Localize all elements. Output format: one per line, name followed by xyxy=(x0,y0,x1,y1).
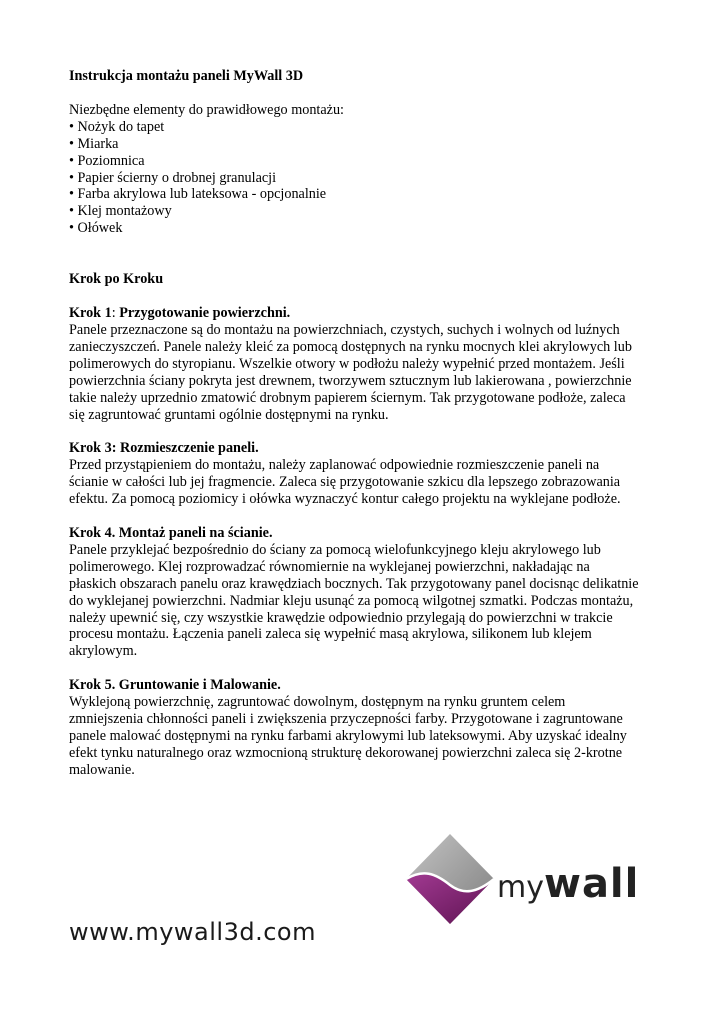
step1-separator: : xyxy=(111,305,120,322)
list-item: • Ołówek xyxy=(69,220,123,237)
logo-my: my xyxy=(497,870,544,905)
step5-text: Wyklejoną powierzchnię, zagruntować dowolnym, dostępnym na rynku gruntem celem zmniejszenia chłonności paneli i zwiększenia przyczepności farby. Przygotowane i zagruntowane panele malować dostępnymi na rynku farbami akrylowymi lub lateksowymi. Aby uzyskać idealny efekt tynku naturalnego oraz wzmocnioną strukturę dekorowanej powierzchni zaleca się 2-krotne malowanie. xyxy=(69,694,627,778)
list-item: • Nożyk do tapet xyxy=(69,118,165,135)
document-title: Instrukcja montażu paneli MyWall 3D xyxy=(69,68,304,84)
step5-heading: Krok 5. Gruntowanie i Malowanie. xyxy=(69,677,281,694)
step3-heading: Krok 3: Rozmieszczenie paneli. xyxy=(69,440,259,457)
requirements-list xyxy=(69,119,669,237)
instruction-text xyxy=(69,68,669,779)
website-url: www.mywall3d.com xyxy=(69,918,316,946)
mywall-logo xyxy=(405,833,645,925)
step1-heading xyxy=(69,305,669,322)
list-item: • Poziomnica xyxy=(69,152,145,169)
diamond-logo-icon xyxy=(405,833,495,925)
list-item: • Papier ścierny o drobnej granulacji xyxy=(69,169,277,186)
requirements-intro: Niezbędne elementy do prawidłowego montażu: xyxy=(69,101,344,118)
step1-title: Przygotowanie powierzchni. xyxy=(119,305,291,322)
logo-wall: wall xyxy=(543,861,640,907)
steps-heading: Krok po Kroku xyxy=(69,271,164,288)
step1-label: Krok 1 xyxy=(69,305,112,322)
step3-text: Przed przystąpieniem do montażu, należy zaplanować odpowiednie rozmieszczenie paneli na ścianie w całości lub jej fragmencie. Zaleca się przygotowanie szkicu dla lepszego zobrazowania efektu. Za pomocą poziomicy i ołówka wyznaczyć kontur całego projektu na wyklejane podłoże. xyxy=(69,457,621,508)
list-item: • Klej montażowy xyxy=(69,203,172,220)
step4-text: Panele przyklejać bezpośrednio do ściany za pomocą wielofunkcyjnego kleju akrylowego lub polimerowego. Klej rozprowadzać równomiernie na wyklejanej powierzchni, nakładając na płaskich obszarach panelu oraz krawędziach bocznych. Tak przygotowany panel docisnąc delikatnie do wyklejanej powierzchni. Nadmiar kleju usunąć za pomocą wilgotnej szmatki. Podczas montażu, należy upewnić się, czy wszystkie krawędzie odpowiednio przylegają do powierzchni w trakcie procesu montażu. Łączenia paneli zaleca się wypełnić masą akrylowa, silikonem lub klejem akrylowym. xyxy=(69,541,639,660)
logo-wordmark xyxy=(497,861,639,907)
list-item: • Miarka xyxy=(69,135,119,152)
list-item: • Farba akrylowa lub lateksowa - opcjonalnie xyxy=(69,186,327,203)
step4-heading: Krok 4. Montaż paneli na ścianie. xyxy=(69,525,273,542)
step1-text: Panele przeznaczone są do montażu na powierzchniach, czystych, suchych i wolnych od luźnych zanieczyszczeń. Panele należy kleić za pomocą dostępnych na rynku mocnych klei akrylowych lub polimerowych do styropianu. Wszelkie otwory w podłożu należy wypełnić przed montażem. Jeśli powierzchnia ściany pokryta jest drewnem, tworzywem sztucznym lub lakierowana , powierzchnie takie należy uprzednio zmatowić drobnym papierem ściernym. Tak przygotowane podłoże, zaleca się zagruntować gruntami ogólnie dostępnymi na rynku. xyxy=(69,321,632,423)
